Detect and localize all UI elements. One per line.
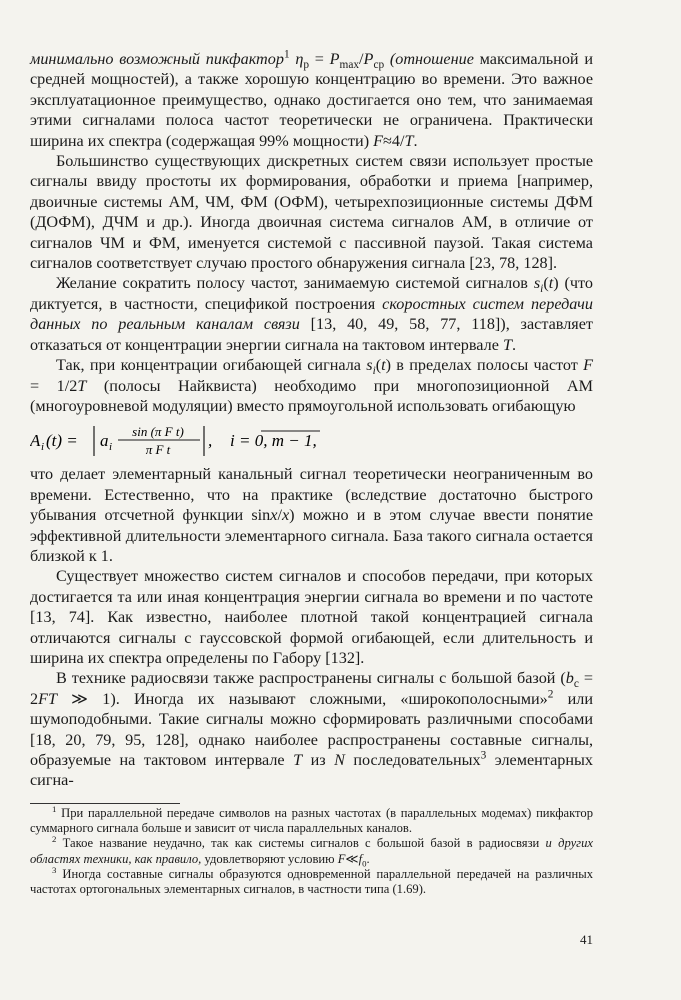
- text-run: [13, 40, 49, 58, 77, 118]), заставляет отказаться от концентрации энергии сигнала на тактовом интервале: [30, 315, 593, 354]
- text-run: элементарных сигна-: [30, 751, 593, 790]
- text-run: N: [334, 751, 345, 769]
- text-run: 3: [480, 749, 487, 762]
- footnote: [30, 803, 593, 836]
- page-number: 41: [580, 932, 593, 947]
- text-run: (: [375, 356, 382, 375]
- text-run: T: [502, 335, 512, 354]
- text-run: FT: [38, 689, 57, 708]
- text-run: В технике радиосвязи также распространены сигналы с большой базой (: [56, 669, 566, 688]
- text-run: s: [533, 274, 541, 293]
- text-run: T: [404, 131, 414, 150]
- paragraph: [30, 464, 593, 566]
- text-run: x: [270, 506, 278, 525]
- text-run: 1: [52, 803, 57, 814]
- text-run: p: [303, 59, 310, 72]
- paragraph: [30, 355, 593, 416]
- text-run: 0: [362, 858, 367, 869]
- envelope-formula: [30, 420, 593, 460]
- main-text: [30, 49, 593, 791]
- footnote: [30, 864, 593, 897]
- formula-lhs-arg: (t) =: [46, 431, 78, 451]
- text-run: (: [543, 274, 549, 293]
- paragraph: [30, 151, 593, 273]
- text-run: max: [339, 59, 360, 72]
- text-run: ≪: [345, 851, 359, 866]
- formula-denominator: π F t: [145, 442, 171, 458]
- text-run: i: [540, 283, 544, 296]
- text-run: i: [372, 365, 376, 378]
- text-run: b: [565, 669, 574, 688]
- formula-numerator: sin (π F t): [132, 424, 184, 440]
- text-run: /: [277, 506, 282, 525]
- text-run: 3: [52, 864, 57, 875]
- formula-coef: a: [100, 431, 109, 451]
- text-run: η: [295, 50, 304, 68]
- text-run: (полосы Найквиста) необходимо при многопозиционной АМ (многоуровневой модуляции) вместо прямоугольной использовать огибающую: [30, 376, 593, 415]
- paragraph: [30, 668, 593, 790]
- text-run: скоростных систем передачи данных по реальным каналам связи: [30, 294, 593, 334]
- text-run: ) можно и в этом случае ввести понятие эффективной длительности элементарного сигнала. База такого сигнала остается близкой к 1.: [30, 506, 594, 565]
- text-run: .: [413, 131, 418, 150]
- text-run: F: [337, 851, 346, 866]
- text-run: = 1/2: [30, 376, 78, 395]
- text-run: T: [77, 376, 87, 395]
- text-run: .: [511, 335, 517, 354]
- text-run: 2: [547, 688, 554, 701]
- footnotes: [30, 803, 593, 897]
- formula-lhs-sub: i: [41, 441, 45, 454]
- text-run: s: [366, 356, 373, 375]
- text-run: Такое название неудачно, так как системы сигналов с большой базой в радиосвязи: [56, 836, 546, 851]
- formula-lhs: A: [30, 431, 41, 451]
- text-run: и других областях техники, как правило,: [30, 836, 593, 866]
- text-run: Большинство существующих дискретных систем связи использует простые сигналы ввиду простоты их формирования, обработки и приема [например, двоичные системы АМ, ЧМ, ФМ (ОФМ), четырехпозиционные системы ДФМ (ДОФМ), ДЧМ и др.). Иногда двоичная система сигналов АМ, в отличие от сигналов ЧМ и ФМ, именуется системой с пассивной паузой. Такая система сигналов соответствует случаю простого обнаружения сигнала [23, 78, 128].: [30, 152, 593, 273]
- formula-range: i = 0, m − 1,: [230, 431, 317, 451]
- text-run: 1: [283, 48, 290, 61]
- text-run: последовательных: [344, 751, 481, 769]
- text-run: ) в пределах полосы частот: [385, 356, 584, 375]
- text-run: F: [583, 356, 594, 375]
- text-run: Существует множество систем сигналов и способов передачи, при которых достигается та или иная концентрация энергии сигнала во времени и по частоте [13, 74]. Как известно, наиболее плотной такой концентрацией сигнала отличаются сигналы с гауссовской формой огибающей, если длительность и ширина их спектра определены по Габору [132].: [30, 567, 593, 667]
- text-run: Так, при концентрации огибающей сигнала: [56, 356, 367, 375]
- paragraph: [30, 273, 593, 355]
- text-run: 2: [52, 834, 57, 845]
- text-run: ≈4/: [383, 131, 405, 150]
- text-run: .: [366, 851, 370, 866]
- text-run: Иногда составные сигналы образуются одновременной параллельной передачей на различных частотах ортогональных элементарных сигналов, в частности типа (1.69).: [30, 866, 593, 897]
- text-run: t: [381, 356, 386, 375]
- paragraph: [30, 566, 593, 668]
- text-run: c: [573, 678, 579, 691]
- text-run: При параллельной передаче символов на разных частотах (в параллельных модемах) пикфактор суммарного сигнала больше и зависит от числа параллельных каналов.: [30, 806, 593, 836]
- text-run: /: [359, 50, 364, 68]
- text-run: t: [548, 274, 554, 293]
- formula-coef-sub: i: [109, 441, 113, 454]
- text-run: P: [329, 50, 340, 68]
- text-run: (отношение: [384, 50, 474, 68]
- text-run: минимально возможный пикфактор: [30, 50, 284, 68]
- text-run: =: [309, 50, 330, 68]
- text-run: из: [302, 751, 335, 769]
- text-run: Желание сократить полосу частот, занимаемую системой сигналов: [56, 274, 534, 293]
- text-run: x: [281, 506, 290, 525]
- text-run: P: [363, 50, 374, 68]
- formula-svg: [30, 420, 593, 460]
- formula-comma: ,: [208, 431, 213, 451]
- text-run: sin: [251, 506, 271, 525]
- text-run: или шумоподобными. Такие сигналы можно сформировать различными способами [18, 20, 79, 95, 128], однако наиболее распространены составные сигналы, образуемые на тактовом интервале: [30, 689, 594, 769]
- text-run: удовлетворяют условию: [201, 851, 338, 866]
- text-run: f: [358, 851, 363, 866]
- text-run: ) (что диктуется, в частности, спецификой построения: [30, 274, 593, 313]
- paragraph: [30, 49, 593, 151]
- text-run: ср: [373, 59, 385, 72]
- text-run: F: [373, 131, 384, 150]
- text-run: максимальной и средней мощностей), а также хорошую концентрацию во времени. Это важное эксплуатационное преимущество, однако достигается оно тем, что занимаемая этими сигналами полоса частот теоретически не ограничена. Практически ширина их спектра (содержащая 99% мощности): [30, 50, 593, 150]
- text-run: ≫ 1). Иногда их называют сложными, «широкополосными»: [57, 689, 548, 708]
- text-run: что делает элементарный канальный сигнал теоретически неограниченным во времени. Естественно, что на практике (вследствие достаточно быстрого убывания отсчетной функции: [30, 465, 593, 525]
- text-run: = 2: [30, 669, 593, 708]
- footnote: [30, 834, 593, 869]
- text-run: T: [293, 751, 303, 769]
